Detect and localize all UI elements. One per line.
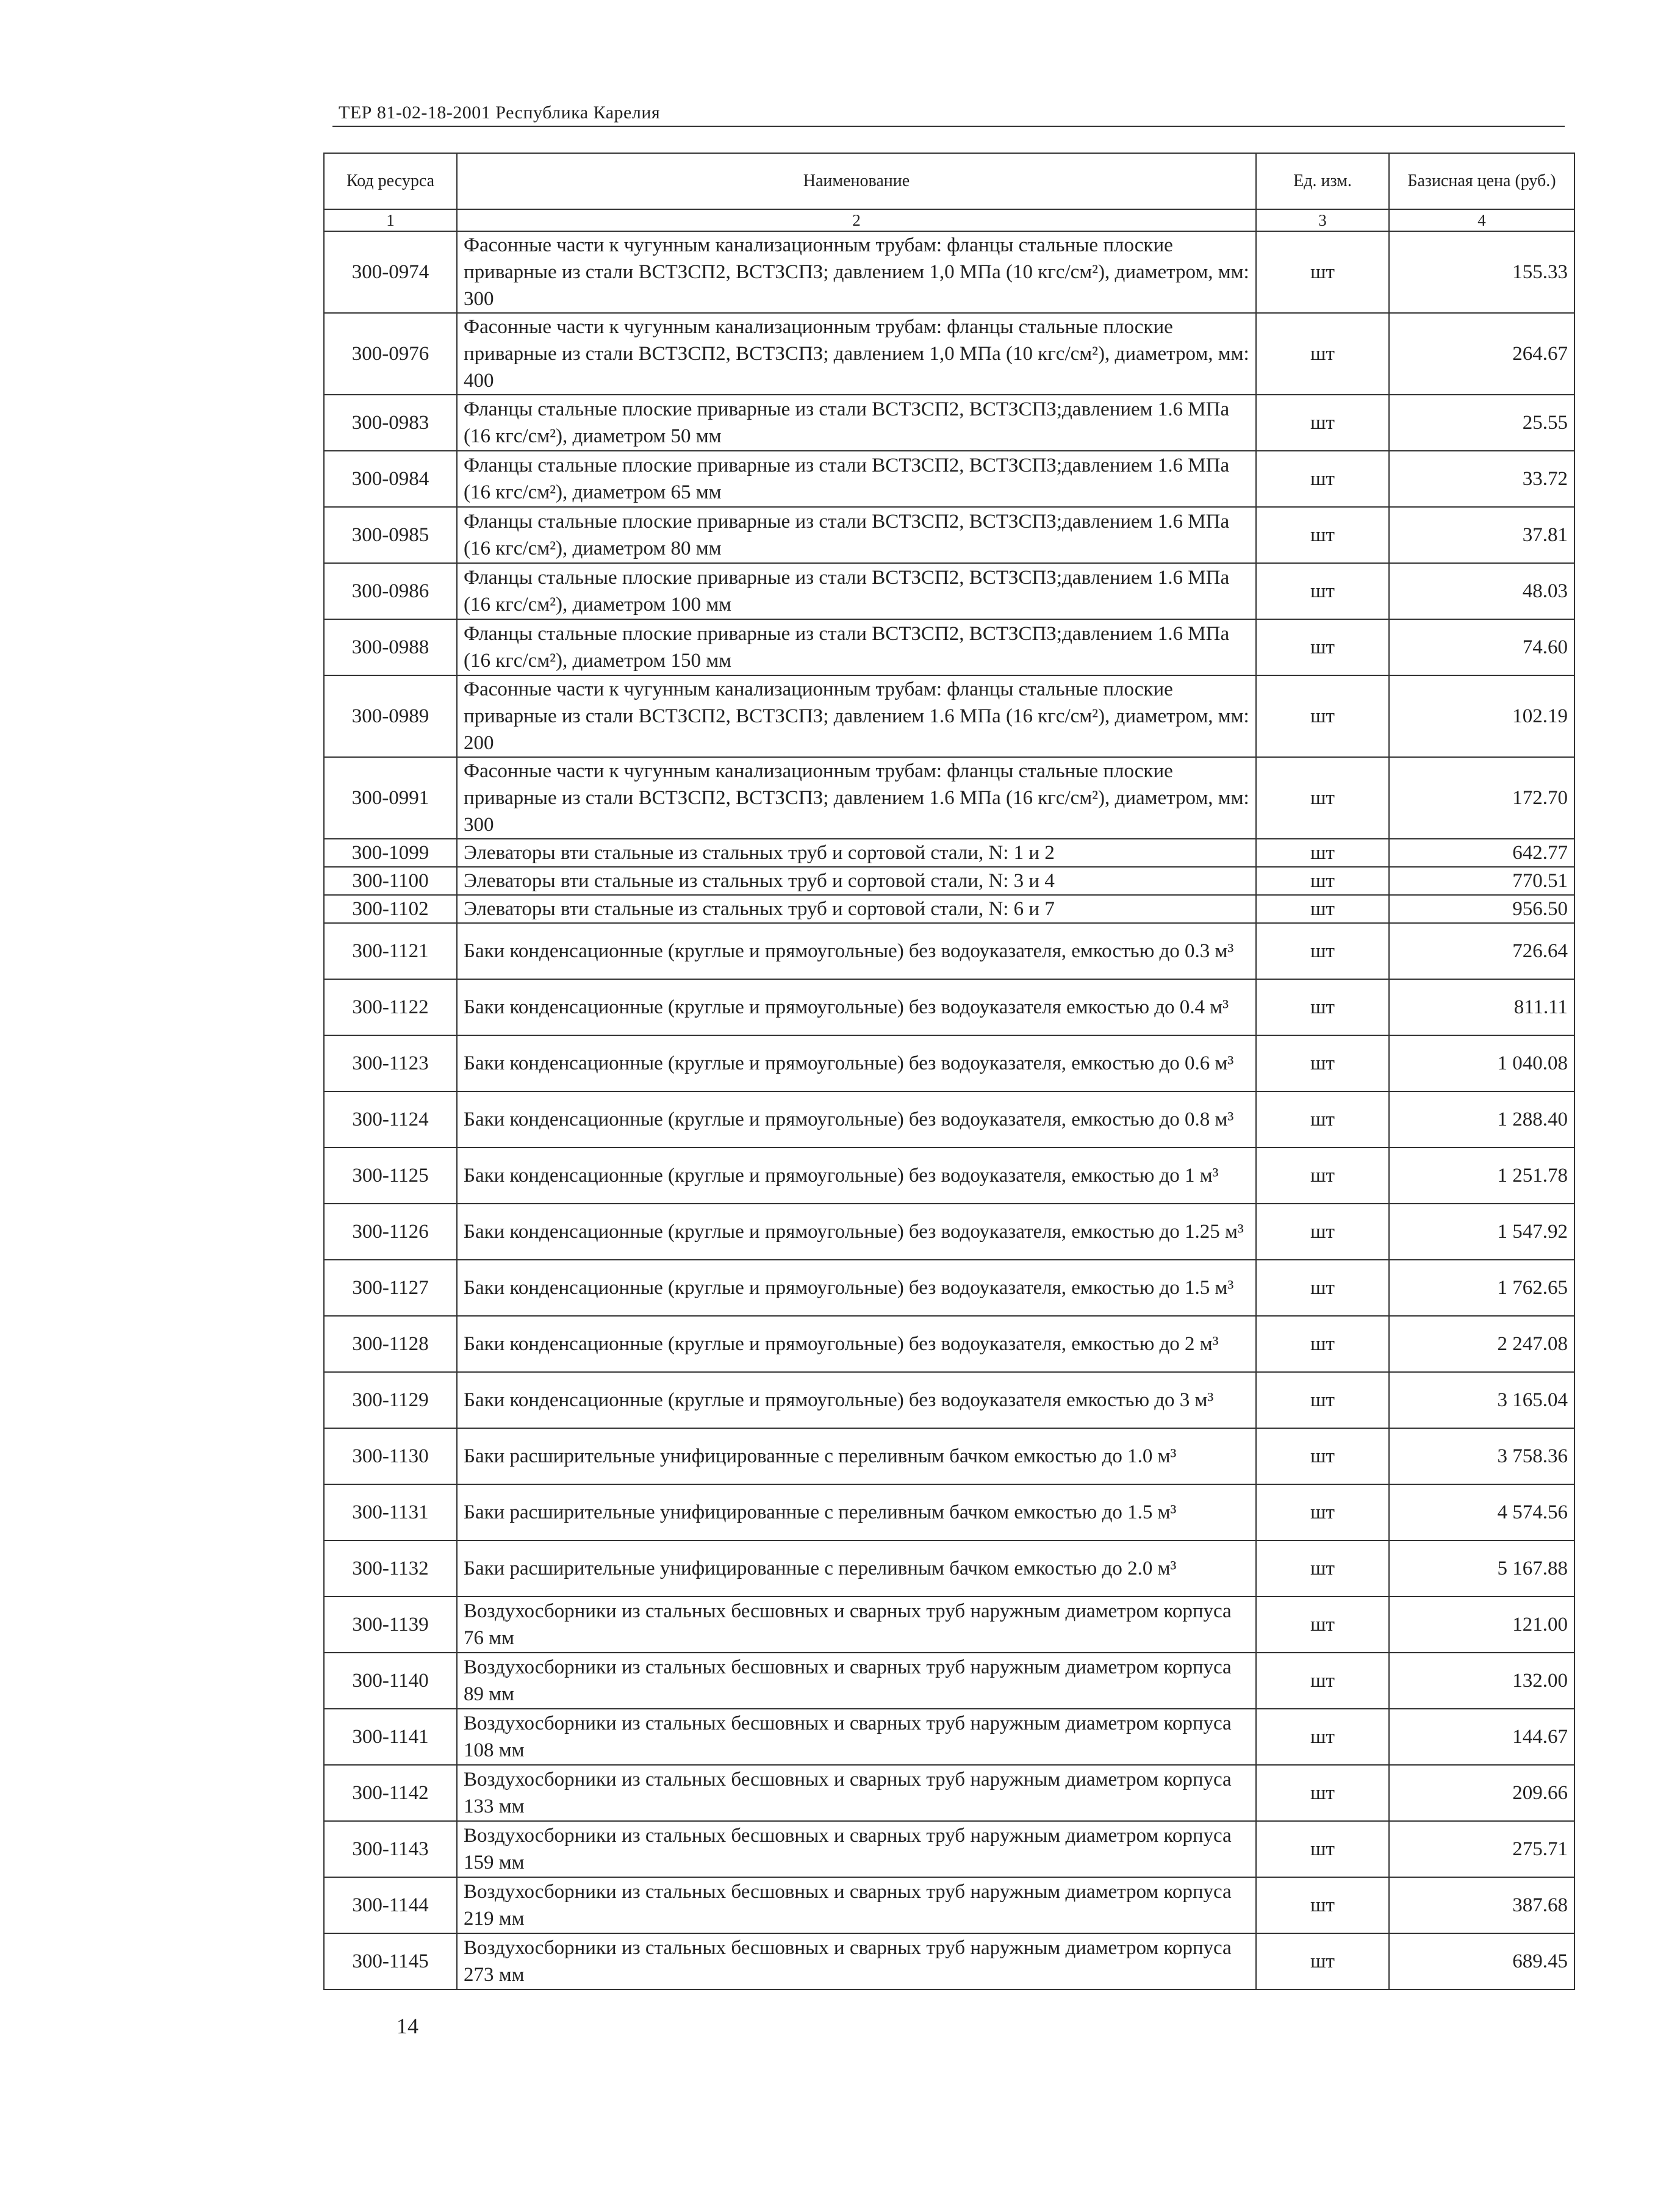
resource-name-cell: Фланцы стальные плоские приварные из стали ВСТЗСП2, ВСТЗСПЗ;давлением 1.6 МПа (16 кгс/см²), диаметром 150 мм — [457, 619, 1256, 675]
resource-name-cell: Фланцы стальные плоские приварные из стали ВСТЗСП2, ВСТЗСПЗ;давлением 1.6 МПа (16 кгс/см²), диаметром 50 мм — [457, 395, 1256, 451]
price-table-body — [324, 153, 1574, 1989]
column-number-row — [324, 209, 1574, 231]
resource-code-cell: 300-0974 — [324, 231, 457, 313]
resource-code-cell: 300-0984 — [324, 451, 457, 507]
resource-name-cell: Баки конденсационные (круглые и прямоугольные) без водоуказателя емкостью до 3 м³ — [457, 1372, 1256, 1428]
price-cell: 3 165.04 — [1389, 1372, 1574, 1428]
resource-code-cell: 300-1139 — [324, 1597, 457, 1653]
price-cell: 642.77 — [1389, 839, 1574, 867]
resource-name-cell: Баки конденсационные (круглые и прямоугольные) без водоуказателя, емкостью до 1 м³ — [457, 1148, 1256, 1204]
unit-cell: шт — [1256, 1877, 1389, 1933]
price-cell: 275.71 — [1389, 1821, 1574, 1877]
table-row — [324, 619, 1574, 675]
resource-name-cell: Баки конденсационные (круглые и прямоугольные) без водоуказателя, емкостью до 2 м³ — [457, 1316, 1256, 1372]
table-row — [324, 1765, 1574, 1821]
price-cell: 33.72 — [1389, 451, 1574, 507]
column-header-code: Код ресурса — [324, 153, 457, 209]
price-cell: 264.67 — [1389, 313, 1574, 395]
table-row — [324, 1821, 1574, 1877]
resource-code-cell: 300-0976 — [324, 313, 457, 395]
unit-cell: шт — [1256, 1765, 1389, 1821]
price-cell: 1 547.92 — [1389, 1204, 1574, 1260]
table-row — [324, 867, 1574, 895]
resource-name-cell: Воздухосборники из стальных бесшовных и сварных труб наружным диаметром корпуса 133 мм — [457, 1765, 1256, 1821]
table-row — [324, 1428, 1574, 1484]
price-cell: 5 167.88 — [1389, 1540, 1574, 1597]
resource-code-cell: 300-1132 — [324, 1540, 457, 1597]
table-header-row — [324, 153, 1574, 209]
unit-cell: шт — [1256, 1372, 1389, 1428]
price-cell: 155.33 — [1389, 231, 1574, 313]
resource-code-cell: 300-1131 — [324, 1484, 457, 1540]
unit-cell: шт — [1256, 1148, 1389, 1204]
resource-name-cell: Фасонные части к чугунным канализационным трубам: фланцы стальные плоские приварные из стали ВСТЗСП2, ВСТЗСПЗ; давлением 1.6 МПа (16 кгс/см²), диаметром, мм: 300 — [457, 757, 1256, 839]
resource-name-cell: Фланцы стальные плоские приварные из стали ВСТЗСП2, ВСТЗСПЗ;давлением 1.6 МПа (16 кгс/см²), диаметром 100 мм — [457, 563, 1256, 619]
price-cell: 387.68 — [1389, 1877, 1574, 1933]
resource-code-cell: 300-0991 — [324, 757, 457, 839]
price-cell: 1 040.08 — [1389, 1035, 1574, 1091]
price-cell: 689.45 — [1389, 1933, 1574, 1989]
column-header-price: Базисная цена (руб.) — [1389, 153, 1574, 209]
resource-code-cell: 300-1126 — [324, 1204, 457, 1260]
resource-code-cell: 300-0983 — [324, 395, 457, 451]
resource-code-cell: 300-1100 — [324, 867, 457, 895]
resource-name-cell: Элеваторы вти стальные из стальных труб и сортовой стали, N: 1 и 2 — [457, 839, 1256, 867]
price-cell: 37.81 — [1389, 507, 1574, 563]
table-row — [324, 451, 1574, 507]
table-row — [324, 313, 1574, 395]
price-cell: 770.51 — [1389, 867, 1574, 895]
unit-cell: шт — [1256, 1821, 1389, 1877]
table-row — [324, 757, 1574, 839]
table-row — [324, 1933, 1574, 1989]
column-number: 4 — [1389, 209, 1574, 231]
table-row — [324, 979, 1574, 1035]
resource-code-cell: 300-1127 — [324, 1260, 457, 1316]
unit-cell: шт — [1256, 507, 1389, 563]
price-cell: 48.03 — [1389, 563, 1574, 619]
table-row — [324, 1877, 1574, 1933]
resource-code-cell: 300-1143 — [324, 1821, 457, 1877]
resource-name-cell: Баки конденсационные (круглые и прямоугольные) без водоуказателя, емкостью до 0.6 м³ — [457, 1035, 1256, 1091]
resource-code-cell: 300-1144 — [324, 1877, 457, 1933]
table-row — [324, 1597, 1574, 1653]
table-row — [324, 923, 1574, 979]
resource-name-cell: Баки расширительные унифицированные с переливным бачком емкостью до 1.5 м³ — [457, 1484, 1256, 1540]
price-cell: 1 762.65 — [1389, 1260, 1574, 1316]
resource-code-cell: 300-1102 — [324, 895, 457, 923]
resource-code-cell: 300-1130 — [324, 1428, 457, 1484]
column-number: 2 — [457, 209, 1256, 231]
table-row — [324, 1372, 1574, 1428]
resource-code-cell: 300-1129 — [324, 1372, 457, 1428]
resource-name-cell: Фланцы стальные плоские приварные из стали ВСТЗСП2, ВСТЗСПЗ;давлением 1.6 МПа (16 кгс/см²), диаметром 80 мм — [457, 507, 1256, 563]
unit-cell: шт — [1256, 675, 1389, 757]
price-cell: 132.00 — [1389, 1653, 1574, 1709]
unit-cell: шт — [1256, 1428, 1389, 1484]
unit-cell: шт — [1256, 1091, 1389, 1148]
price-cell: 121.00 — [1389, 1597, 1574, 1653]
resource-name-cell: Воздухосборники из стальных бесшовных и сварных труб наружным диаметром корпуса 76 мм — [457, 1597, 1256, 1653]
price-cell: 25.55 — [1389, 395, 1574, 451]
unit-cell: шт — [1256, 1484, 1389, 1540]
table-row — [324, 395, 1574, 451]
resource-name-cell: Фасонные части к чугунным канализационным трубам: фланцы стальные плоские приварные из стали ВСТЗСП2, ВСТЗСПЗ; давлением 1.6 МПа (16 кгс/см²), диаметром, мм: 200 — [457, 675, 1256, 757]
price-cell: 74.60 — [1389, 619, 1574, 675]
header-rule — [332, 126, 1565, 127]
unit-cell: шт — [1256, 1709, 1389, 1765]
column-header-name: Наименование — [457, 153, 1256, 209]
resource-code-cell: 300-1099 — [324, 839, 457, 867]
resource-name-cell: Баки конденсационные (круглые и прямоугольные) без водоуказателя, емкостью до 1.25 м³ — [457, 1204, 1256, 1260]
resource-code-cell: 300-0985 — [324, 507, 457, 563]
resource-name-cell: Воздухосборники из стальных бесшовных и сварных труб наружным диаметром корпуса 273 мм — [457, 1933, 1256, 1989]
resource-name-cell: Элеваторы вти стальные из стальных труб и сортовой стали, N: 6 и 7 — [457, 895, 1256, 923]
resource-code-cell: 300-1125 — [324, 1148, 457, 1204]
table-row — [324, 895, 1574, 923]
price-cell: 1 251.78 — [1389, 1148, 1574, 1204]
resource-name-cell: Баки конденсационные (круглые и прямоугольные) без водоуказателя, емкостью до 0.8 м³ — [457, 1091, 1256, 1148]
table-row — [324, 1653, 1574, 1709]
price-cell: 4 574.56 — [1389, 1484, 1574, 1540]
unit-cell: шт — [1256, 313, 1389, 395]
resource-name-cell: Баки конденсационные (круглые и прямоугольные) без водоуказателя емкостью до 0.4 м³ — [457, 979, 1256, 1035]
unit-cell: шт — [1256, 1035, 1389, 1091]
unit-cell: шт — [1256, 757, 1389, 839]
price-cell: 172.70 — [1389, 757, 1574, 839]
resource-code-cell: 300-1128 — [324, 1316, 457, 1372]
price-cell: 1 288.40 — [1389, 1091, 1574, 1148]
resource-name-cell: Баки конденсационные (круглые и прямоугольные) без водоуказателя, емкостью до 1.5 м³ — [457, 1260, 1256, 1316]
table-row — [324, 1204, 1574, 1260]
unit-cell: шт — [1256, 395, 1389, 451]
resource-code-cell: 300-0989 — [324, 675, 457, 757]
table-row — [324, 507, 1574, 563]
resource-name-cell: Фасонные части к чугунным канализационным трубам: фланцы стальные плоские приварные из стали ВСТЗСП2, ВСТЗСПЗ; давлением 1,0 МПа (10 кгс/см²), диаметром, мм: 300 — [457, 231, 1256, 313]
resource-code-cell: 300-1123 — [324, 1035, 457, 1091]
price-table — [323, 153, 1575, 1990]
price-cell: 209.66 — [1389, 1765, 1574, 1821]
unit-cell: шт — [1256, 451, 1389, 507]
unit-cell: шт — [1256, 1204, 1389, 1260]
resource-name-cell: Фланцы стальные плоские приварные из стали ВСТЗСП2, ВСТЗСПЗ;давлением 1.6 МПа (16 кгс/см²), диаметром 65 мм — [457, 451, 1256, 507]
unit-cell: шт — [1256, 839, 1389, 867]
table-row — [324, 1091, 1574, 1148]
unit-cell: шт — [1256, 867, 1389, 895]
unit-cell: шт — [1256, 979, 1389, 1035]
column-number: 3 — [1256, 209, 1389, 231]
resource-name-cell: Баки расширительные унифицированные с переливным бачком емкостью до 1.0 м³ — [457, 1428, 1256, 1484]
table-row — [324, 1260, 1574, 1316]
unit-cell: шт — [1256, 1316, 1389, 1372]
resource-name-cell: Элеваторы вти стальные из стальных труб и сортовой стали, N: 3 и 4 — [457, 867, 1256, 895]
unit-cell: шт — [1256, 563, 1389, 619]
table-row — [324, 1316, 1574, 1372]
resource-name-cell: Баки конденсационные (круглые и прямоугольные) без водоуказателя, емкостью до 0.3 м³ — [457, 923, 1256, 979]
column-header-unit: Ед. изм. — [1256, 153, 1389, 209]
resource-name-cell: Фасонные части к чугунным канализационным трубам: фланцы стальные плоские приварные из стали ВСТЗСП2, ВСТЗСПЗ; давлением 1,0 МПа (10 кгс/см²), диаметром, мм: 400 — [457, 313, 1256, 395]
price-cell: 144.67 — [1389, 1709, 1574, 1765]
page-header-title: ТЕР 81-02-18-2001 Республика Карелия — [339, 102, 661, 123]
table-row — [324, 675, 1574, 757]
resource-code-cell: 300-1145 — [324, 1933, 457, 1989]
unit-cell: шт — [1256, 619, 1389, 675]
resource-code-cell: 300-1124 — [324, 1091, 457, 1148]
table-row — [324, 1540, 1574, 1597]
resource-name-cell: Баки расширительные унифицированные с переливным бачком емкостью до 2.0 м³ — [457, 1540, 1256, 1597]
table-row — [324, 1035, 1574, 1091]
resource-code-cell: 300-1121 — [324, 923, 457, 979]
resource-code-cell: 300-0986 — [324, 563, 457, 619]
unit-cell: шт — [1256, 1540, 1389, 1597]
unit-cell: шт — [1256, 1653, 1389, 1709]
resource-name-cell: Воздухосборники из стальных бесшовных и сварных труб наружным диаметром корпуса 219 мм — [457, 1877, 1256, 1933]
table-row — [324, 1148, 1574, 1204]
price-cell: 2 247.08 — [1389, 1316, 1574, 1372]
unit-cell: шт — [1256, 923, 1389, 979]
table-row — [324, 563, 1574, 619]
unit-cell: шт — [1256, 1260, 1389, 1316]
table-row — [324, 231, 1574, 313]
price-cell: 811.11 — [1389, 979, 1574, 1035]
resource-code-cell: 300-1140 — [324, 1653, 457, 1709]
unit-cell: шт — [1256, 231, 1389, 313]
resource-code-cell: 300-1141 — [324, 1709, 457, 1765]
unit-cell: шт — [1256, 1597, 1389, 1653]
unit-cell: шт — [1256, 1933, 1389, 1989]
resource-name-cell: Воздухосборники из стальных бесшовных и сварных труб наружным диаметром корпуса 159 мм — [457, 1821, 1256, 1877]
table-row — [324, 1709, 1574, 1765]
price-cell: 102.19 — [1389, 675, 1574, 757]
table-row — [324, 839, 1574, 867]
unit-cell: шт — [1256, 895, 1389, 923]
page-number: 14 — [397, 2014, 418, 2038]
resource-code-cell: 300-1122 — [324, 979, 457, 1035]
price-cell: 3 758.36 — [1389, 1428, 1574, 1484]
resource-code-cell: 300-1142 — [324, 1765, 457, 1821]
price-cell: 956.50 — [1389, 895, 1574, 923]
price-cell: 726.64 — [1389, 923, 1574, 979]
table-row — [324, 1484, 1574, 1540]
resource-code-cell: 300-0988 — [324, 619, 457, 675]
column-number: 1 — [324, 209, 457, 231]
resource-name-cell: Воздухосборники из стальных бесшовных и сварных труб наружным диаметром корпуса 108 мм — [457, 1709, 1256, 1765]
resource-name-cell: Воздухосборники из стальных бесшовных и сварных труб наружным диаметром корпуса 89 мм — [457, 1653, 1256, 1709]
